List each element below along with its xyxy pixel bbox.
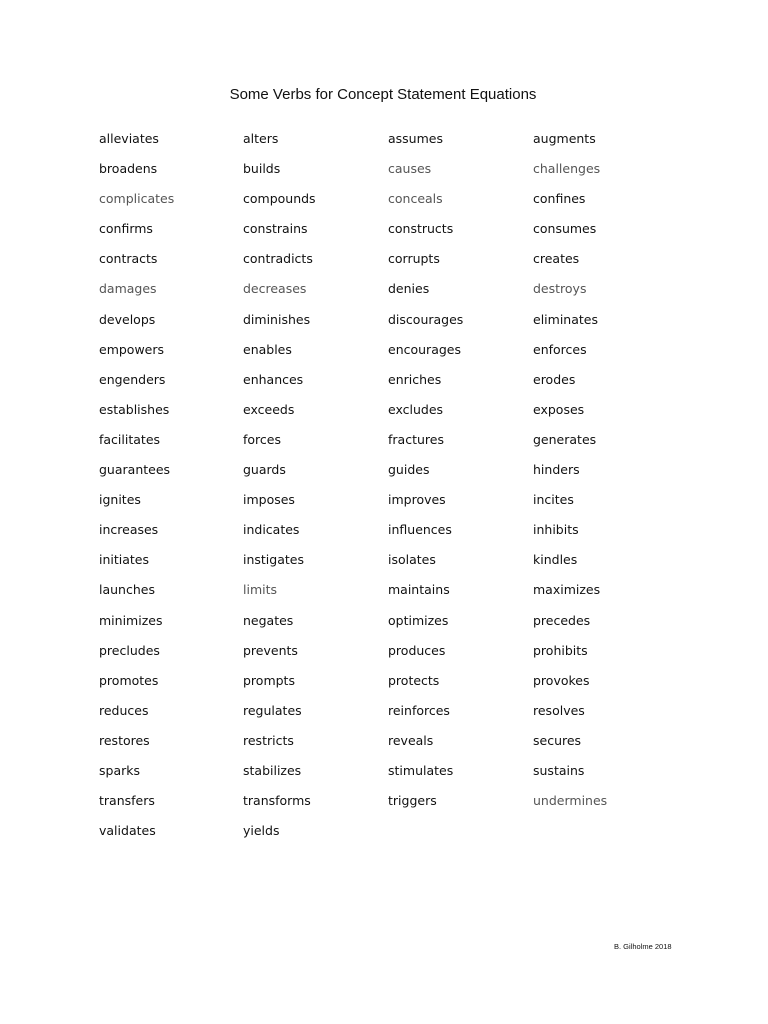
verb-item: maintains bbox=[388, 582, 450, 598]
verb-item: stabilizes bbox=[243, 762, 302, 778]
verb-item: guards bbox=[243, 462, 286, 478]
verb-item: constrains bbox=[243, 221, 308, 237]
verb-item: yields bbox=[243, 823, 280, 839]
verb-item: stimulates bbox=[388, 762, 454, 778]
verb-item: constructs bbox=[388, 221, 454, 237]
verb-item: enables bbox=[243, 341, 292, 357]
page-title: Some Verbs for Concept Statement Equations bbox=[229, 86, 537, 103]
verb-item: reveals bbox=[388, 732, 434, 748]
verb-item: discourages bbox=[388, 311, 464, 327]
verb-item: erodes bbox=[533, 371, 576, 387]
verb-item: optimizes bbox=[388, 612, 449, 628]
verb-item: consumes bbox=[533, 221, 597, 237]
verb-item: influences bbox=[388, 522, 452, 538]
verb-item: restricts bbox=[243, 732, 294, 748]
verb-item: inhibits bbox=[533, 522, 579, 538]
verb-item: maximizes bbox=[533, 582, 601, 598]
verb-item: triggers bbox=[388, 793, 437, 809]
verb-item: forces bbox=[243, 431, 281, 447]
verb-item: facilitates bbox=[99, 431, 161, 447]
author-credit: B. Gilholme 2018 bbox=[614, 942, 672, 951]
verb-item: guarantees bbox=[99, 462, 171, 478]
verb-item: alleviates bbox=[99, 131, 159, 146]
verb-item: reduces bbox=[99, 702, 149, 718]
verb-item: conceals bbox=[388, 191, 443, 207]
verb-item: protects bbox=[388, 672, 440, 688]
verb-item: diminishes bbox=[243, 311, 311, 327]
verb-item: denies bbox=[388, 281, 430, 297]
verb-item: challenges bbox=[533, 161, 601, 177]
verb-item: isolates bbox=[388, 552, 436, 568]
verb-item: exposes bbox=[533, 401, 585, 417]
verb-item: eliminates bbox=[533, 311, 598, 327]
verb-item: initiates bbox=[99, 552, 150, 568]
verb-item: encourages bbox=[388, 341, 461, 357]
verb-item: augments bbox=[533, 131, 596, 146]
verb-item: precedes bbox=[533, 612, 591, 628]
verb-item: broadens bbox=[99, 161, 158, 177]
verb-item: regulates bbox=[243, 702, 302, 718]
verb-item: compounds bbox=[243, 191, 316, 207]
verb-item: indicates bbox=[243, 522, 300, 538]
verb-item: instigates bbox=[243, 552, 304, 568]
verb-item: ignites bbox=[99, 492, 141, 508]
verb-item: exceeds bbox=[243, 401, 295, 417]
verb-item: precludes bbox=[99, 642, 160, 658]
verb-item: builds bbox=[243, 161, 281, 177]
verb-item: guides bbox=[388, 462, 430, 478]
verb-item: imposes bbox=[243, 492, 295, 508]
verb-item: assumes bbox=[388, 131, 443, 146]
verb-item: promotes bbox=[99, 672, 159, 688]
verb-item: transfers bbox=[99, 793, 155, 809]
verb-item: sustains bbox=[533, 762, 585, 778]
verb-item: launches bbox=[99, 582, 155, 598]
verb-item: negates bbox=[243, 612, 294, 628]
verb-item: sparks bbox=[99, 762, 140, 778]
verb-item: contradicts bbox=[243, 251, 313, 267]
verb-item: confirms bbox=[99, 221, 153, 237]
verb-item: enforces bbox=[533, 341, 587, 357]
verb-item: generates bbox=[533, 431, 597, 447]
verb-item: establishes bbox=[99, 401, 170, 417]
verb-item: incites bbox=[533, 492, 574, 508]
verb-item: reinforces bbox=[388, 702, 450, 718]
verb-item: damages bbox=[99, 281, 157, 297]
verb-item: kindles bbox=[533, 552, 578, 568]
verb-item: validates bbox=[99, 823, 156, 839]
verb-item: alters bbox=[243, 131, 279, 146]
verb-item: decreases bbox=[243, 281, 307, 297]
verb-item: creates bbox=[533, 251, 580, 267]
verb-item: complicates bbox=[99, 191, 175, 207]
verb-item: excludes bbox=[388, 401, 444, 417]
verb-item: produces bbox=[388, 642, 446, 658]
verb-item: prevents bbox=[243, 642, 298, 658]
verb-item: improves bbox=[388, 492, 446, 508]
verb-item: provokes bbox=[533, 672, 590, 688]
verb-item: increases bbox=[99, 522, 159, 538]
verb-list bbox=[99, 130, 678, 852]
verb-item: contracts bbox=[99, 251, 158, 267]
verb-item: fractures bbox=[388, 431, 444, 447]
verb-item: enriches bbox=[388, 371, 442, 387]
verb-item: enhances bbox=[243, 371, 304, 387]
verb-item: resolves bbox=[533, 702, 585, 718]
verb-item: empowers bbox=[99, 341, 165, 357]
verb-item: undermines bbox=[533, 793, 608, 809]
verb-item: develops bbox=[99, 311, 156, 327]
verb-item: corrupts bbox=[388, 251, 440, 267]
verb-item: transforms bbox=[243, 793, 311, 809]
verb-item: limits bbox=[243, 582, 278, 598]
verb-item: prompts bbox=[243, 672, 295, 688]
verb-item: confines bbox=[533, 191, 586, 207]
verb-item: destroys bbox=[533, 281, 587, 297]
verb-item: restores bbox=[99, 732, 150, 748]
verb-item: secures bbox=[533, 732, 582, 748]
verb-item: hinders bbox=[533, 462, 580, 478]
verb-item: prohibits bbox=[533, 642, 588, 658]
verb-item: minimizes bbox=[99, 612, 163, 628]
verb-item: engenders bbox=[99, 371, 166, 387]
verb-item: causes bbox=[388, 161, 432, 177]
